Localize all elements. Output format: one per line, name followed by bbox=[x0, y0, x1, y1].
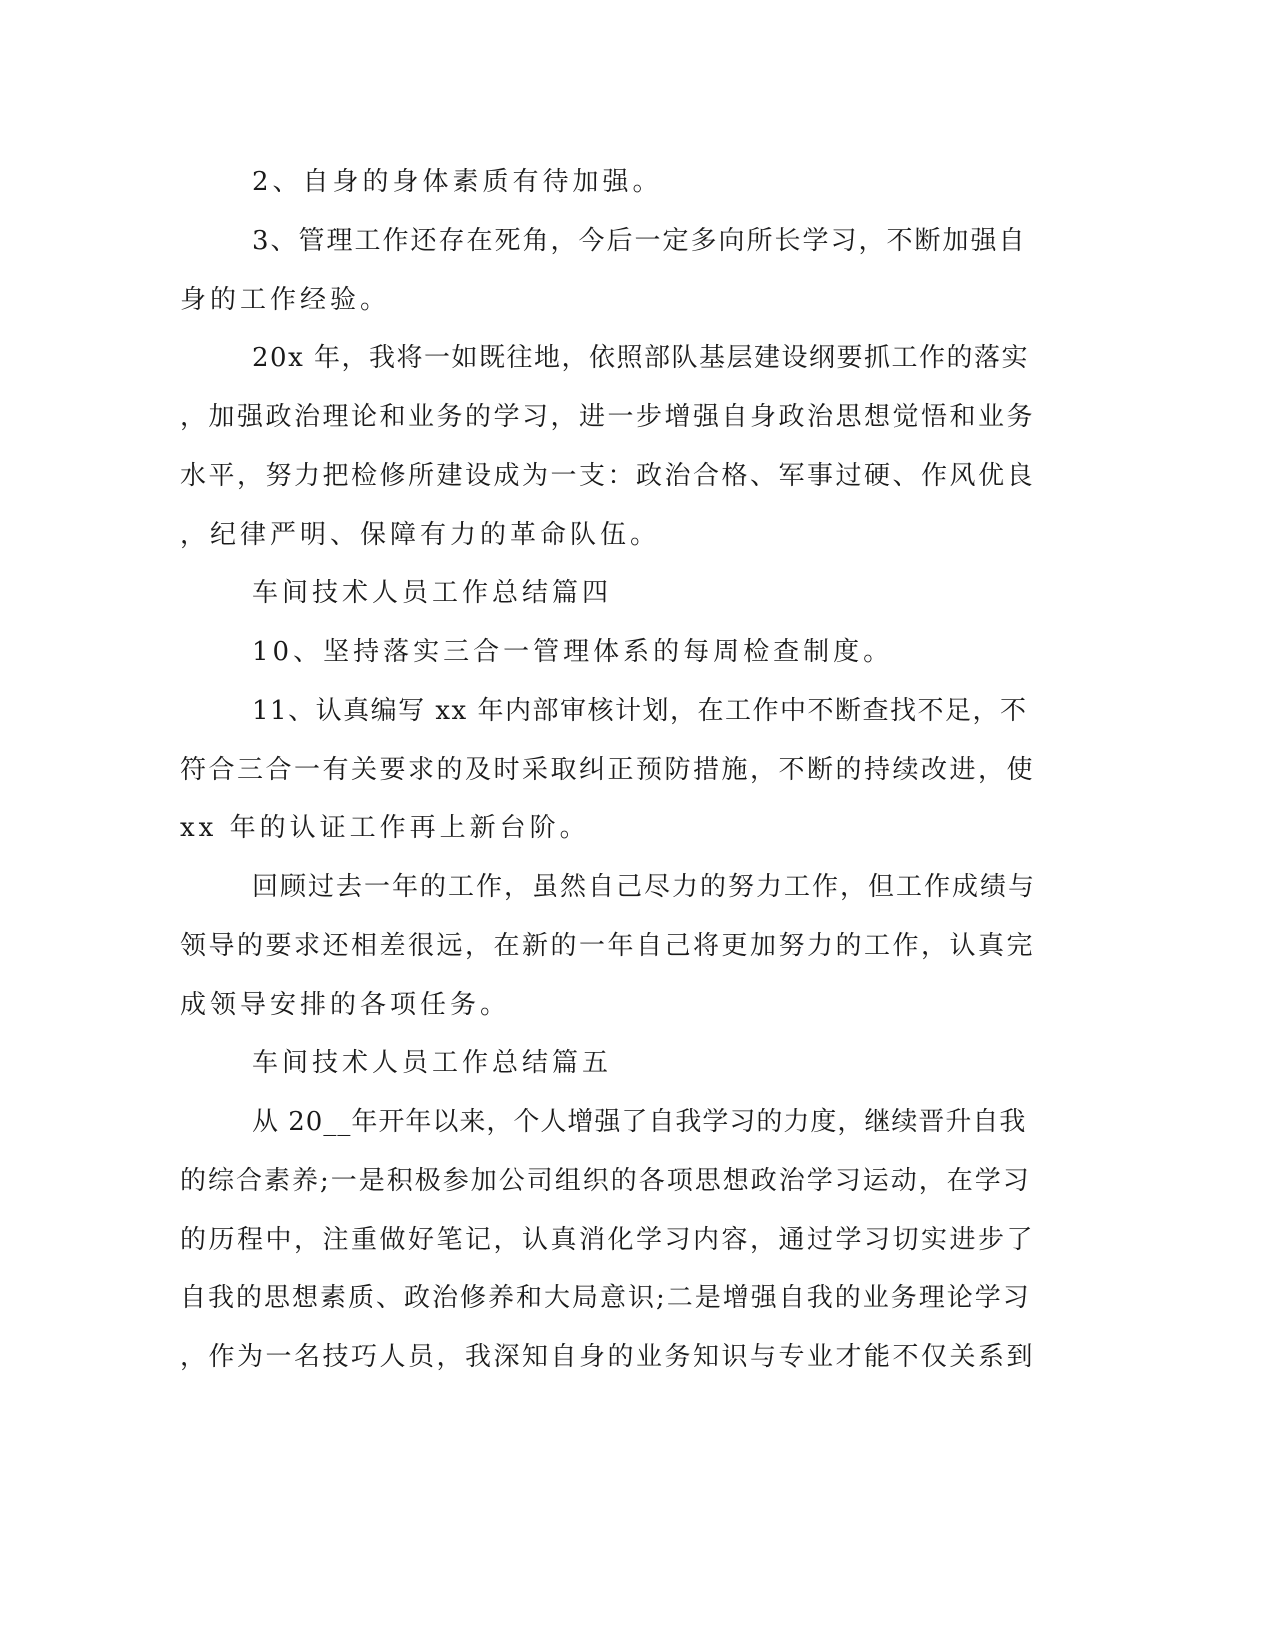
text-line-13: 回顾过去一年的工作，虽然自己尽力的努力工作，但工作成绩与 bbox=[252, 872, 1037, 902]
text-line-01: 2、自身的身体素质有待加强。 bbox=[252, 167, 663, 197]
text-line-12: xx 年的认证工作再上新台阶。 bbox=[180, 813, 590, 843]
text-line-11: 符合三合一有关要求的及时采取纠正预防措施，不断的持续改进，使 bbox=[180, 755, 1036, 785]
text-line-10: 11、认真编写 xx 年内部审核计划，在工作中不断查找不足，不 bbox=[252, 696, 1028, 726]
text-line-18: 的综合素养;一是积极参加公司组织的各项思想政治学习运动，在学习 bbox=[180, 1166, 1031, 1196]
text-line-14: 领导的要求还相差很远，在新的一年自己将更加努力的工作，认真完 bbox=[180, 931, 1036, 961]
text-line-03: 身的工作经验。 bbox=[180, 285, 391, 315]
text-line-02: 3、管理工作还存在死角，今后一定多向所长学习，不断加强自 bbox=[252, 226, 1027, 256]
section-heading-5: 车间技术人员工作总结篇五 bbox=[252, 1048, 613, 1078]
text-line-15: 成领导安排的各项任务。 bbox=[180, 990, 511, 1020]
text-line-20: 自我的思想素质、政治修养和大局意识;二是增强自我的业务理论学习 bbox=[180, 1283, 1031, 1313]
text-line-09: 10、坚持落实三合一管理体系的每周检查制度。 bbox=[252, 637, 894, 667]
text-line-07: ，纪律严明、保障有力的革命队伍。 bbox=[180, 520, 661, 550]
text-line-06: 水平，努力把检修所建设成为一支：政治合格、军事过硬、作风优良 bbox=[180, 461, 1036, 491]
text-line-21: ，作为一名技巧人员，我深知自身的业务知识与专业才能不仅关系到 bbox=[180, 1342, 1036, 1372]
text-line-04: 20x 年，我将一如既往地，依照部队基层建设纲要抓工作的落实 bbox=[252, 343, 1030, 373]
text-line-05: ，加强政治理论和业务的学习，进一步增强自身政治思想觉悟和业务 bbox=[180, 402, 1036, 432]
section-heading-4: 车间技术人员工作总结篇四 bbox=[252, 578, 613, 608]
text-line-19: 的历程中，注重做好笔记，认真消化学习内容，通过学习切实进步了 bbox=[180, 1225, 1036, 1255]
text-line-17: 从 20__年开年以来，个人增强了自我学习的力度，继续晋升自我 bbox=[252, 1107, 1027, 1137]
